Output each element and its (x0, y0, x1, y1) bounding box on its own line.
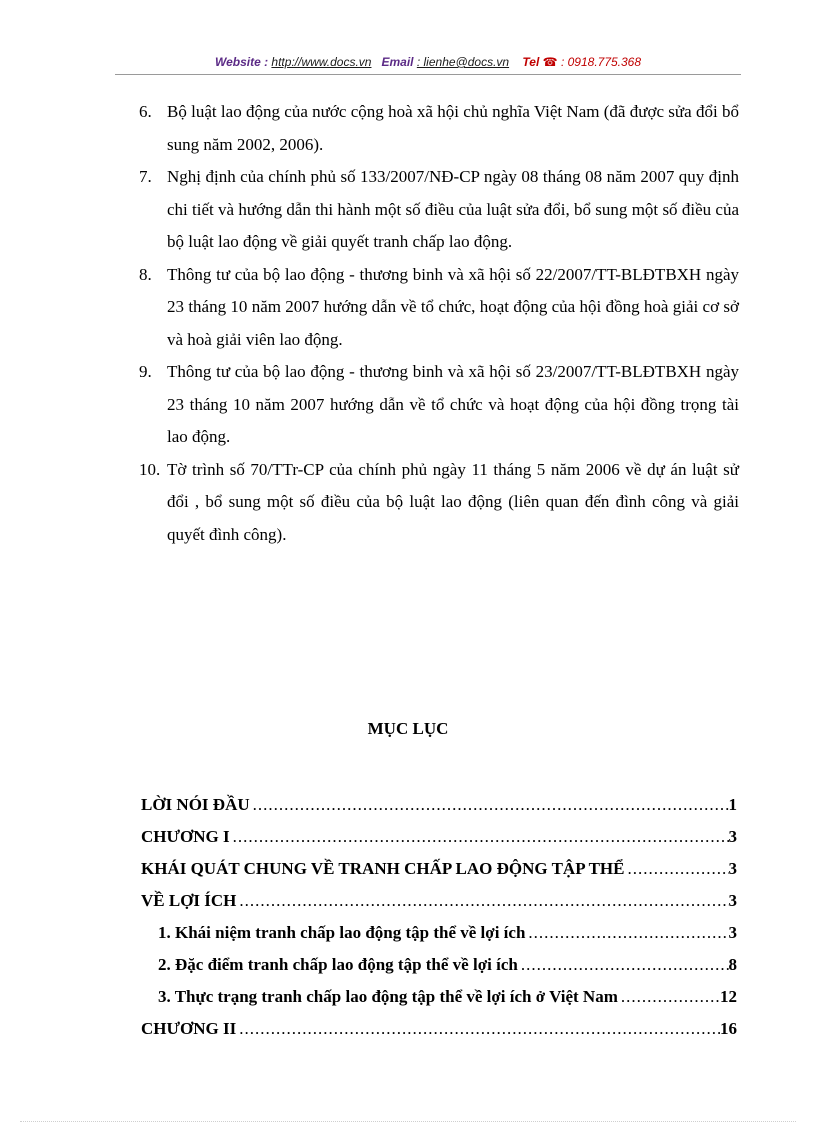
toc-leader (518, 949, 729, 981)
toc-entry-page: 3 (728, 859, 737, 878)
toc-subentry[interactable] (141, 917, 737, 949)
reference-item (139, 454, 739, 552)
email-link[interactable]: : lienhe@docs.vn (416, 55, 510, 69)
reference-number: 8. (139, 264, 152, 284)
toc-leader (236, 885, 728, 917)
toc-entry-title: CHƯƠNG II (141, 1019, 237, 1038)
toc-subentry[interactable] (141, 949, 737, 981)
toc-leader (618, 981, 720, 1013)
reference-item (139, 259, 739, 357)
toc-entry-title: 1. Khái niệm tranh chấp lao động tập thể về lợi ích (158, 923, 526, 942)
phone-value: : 0918.775.368 (560, 55, 642, 69)
reference-number: 7. (139, 167, 152, 186)
toc-entry-title: LỜI NÓI ĐẦU (141, 795, 250, 814)
reference-number: 9. (139, 362, 152, 381)
toc-leader (525, 917, 728, 949)
toc-leader (624, 853, 728, 885)
reference-number: 6. (139, 102, 152, 121)
toc-entry-title: KHÁI QUÁT CHUNG VỀ TRANH CHẤP LAO ĐỘNG TẬP THỂ (141, 859, 625, 878)
toc-entry-page: 8 (728, 955, 737, 974)
toc-entry[interactable] (141, 789, 737, 821)
toc-title: MỤC LỤC (367, 719, 449, 738)
reference-text: Thông tư của bộ lao động - thương binh và xã hội số 23/2007/TT-BLĐTBXH ngày 23 tháng 10 năm 2007 hướng dẫn về tổ chức và hoạt động của hội đồng trọng tài lao động. (167, 362, 739, 446)
website-link[interactable]: http://www.docs.vn (271, 55, 372, 69)
reference-text: Nghị định của chính phủ số 133/2007/NĐ-CP ngày 08 tháng 08 năm 2007 quy định chi tiết và hướng dẫn thi hành một số điều của luật sửa đổi, bổ sung một số điều của bộ luật lao động về giải quyết tranh chấp lao động. (167, 167, 739, 251)
website-label: Website : (214, 55, 269, 69)
reference-text: Tờ trình số 70/TTr-CP của chính phủ ngày 11 tháng 5 năm 2006 về dự án luật sử đổi , bổ sung một số điều của bộ luật lao động (liên quan đến đình công và giải quyết đình công). (167, 459, 739, 544)
table-of-contents (141, 789, 737, 1045)
email-label: Email (381, 55, 414, 69)
toc-entry-title: CHƯƠNG I (141, 827, 230, 846)
reference-item (139, 356, 739, 454)
reference-text: Bộ luật lao động của nước cộng hoà xã hội chủ nghĩa Việt Nam (đã được sửa đổi bổ sung năm 2002, 2006). (167, 102, 739, 154)
toc-entry-title: 3. Thực trạng tranh chấp lao động tập thể về lợi ích ở Việt Nam (158, 987, 618, 1006)
toc-leader (230, 821, 729, 853)
reference-number: 10. (139, 459, 161, 479)
reference-item (139, 96, 739, 161)
toc-entry-page: 3 (728, 827, 737, 846)
page-header (115, 55, 741, 69)
phone-label: Tel ☎ (522, 55, 558, 69)
toc-entry-page: 1 (728, 795, 737, 814)
toc-entry[interactable] (141, 885, 737, 917)
toc-leader (236, 1013, 720, 1045)
toc-entry-page: 3 (728, 891, 737, 910)
toc-entry-title: VỀ LỢI ÍCH (141, 891, 237, 910)
toc-subentry[interactable] (141, 981, 737, 1013)
reference-list (139, 96, 739, 551)
toc-entry[interactable] (141, 821, 737, 853)
toc-entry-page: 3 (728, 923, 737, 942)
reference-text: Thông tư của bộ lao động - thương binh và xã hội số 22/2007/TT-BLĐTBXH ngày 23 tháng 10 năm 2007 hướng dẫn về tổ chức, hoạt động của hội đồng hoà giải cơ sở và hoà giải viên lao động. (167, 264, 739, 349)
toc-entry-page: 16 (720, 1019, 737, 1038)
reference-item (139, 161, 739, 259)
header-divider (115, 74, 741, 75)
page-bottom-divider (20, 1121, 796, 1122)
toc-entry-page: 12 (720, 987, 737, 1006)
toc-entry[interactable] (141, 1013, 737, 1045)
toc-entry-title: 2. Đặc điểm tranh chấp lao động tập thể về lợi ích (158, 955, 518, 974)
toc-leader (250, 789, 729, 821)
toc-entry[interactable] (141, 853, 737, 885)
